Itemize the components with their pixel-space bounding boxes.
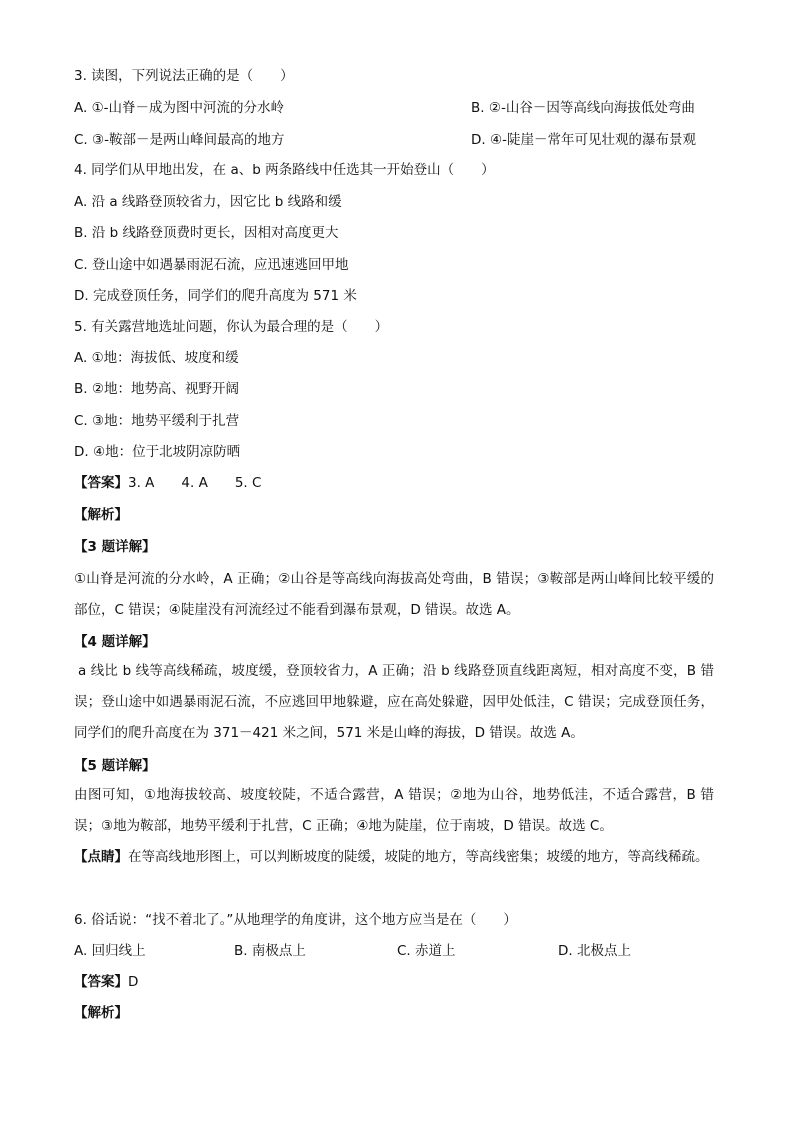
option-b: B. ②-山谷－因等高线向海拔低处弯曲 xyxy=(471,100,695,116)
question-4-option-d: D. 完成登顶任务，同学们的爬升高度为 571 米 xyxy=(74,288,357,304)
analysis-heading: 【解析】 xyxy=(74,507,128,523)
option-c: C. ③-鞍部－是两山峰间最高的地方 xyxy=(74,132,285,148)
option-a: A. ①-山脊－成为图中河流的分水岭 xyxy=(74,100,285,116)
option-c: C. 赤道上 xyxy=(397,943,456,959)
question-6-stem: 6. 俗话说：“找不着北了。”从地理学的角度讲，这个地方应当是在（ ） xyxy=(74,912,517,928)
question-4-option-a: A. 沿 a 线路登顶较省力，因它比 b 线路和缓 xyxy=(74,194,342,210)
question-5-option-b: B. ②地：地势高、视野开阔 xyxy=(74,381,239,397)
answer-line-2 xyxy=(74,972,724,992)
tip-tag: 【点睛】 xyxy=(74,849,128,865)
question-5-option-c: C. ③地：地势平缓利于扎营 xyxy=(74,413,240,429)
question-5-stem: 5. 有关露营地选址问题，你认为最合理的是（ ） xyxy=(74,319,389,335)
detail-3-heading: 【3 题详解】 xyxy=(74,539,156,555)
detail-5-text: 由图可知，①地海拔较高、坡度较陡，不适合露营，A 错误；②地为山谷，地势低洼，不适合露营，B 错误；③地为鞍部，地势平缓利于扎营，C 正确；④地为陡崖，位于南坡，D 错误。故选 C。 xyxy=(74,787,714,834)
tip-text: 在等高线地形图上，可以判断坡度的陡缓，坡陡的地方，等高线密集；坡缓的地方，等高线稀疏。 xyxy=(128,849,709,865)
option-a: A. 回归线上 xyxy=(74,943,146,959)
question-5-option-a: A. ①地：海拔低、坡度和缓 xyxy=(74,350,239,366)
detail-5-heading: 【5 题详解】 xyxy=(74,758,156,774)
answer-tag: 【答案】 xyxy=(74,475,128,491)
detail-4-heading: 【4 题详解】 xyxy=(74,634,156,650)
detail-3-text: ①山脊是河流的分水岭，A 正确；②山谷是等高线向海拔高处弯曲，B 错误；③鞍部是两山峰间比较平缓的部位，C 错误；④陡崖没有河流经过不能看到瀑布景观，D 错误。故选 A。 xyxy=(74,571,714,618)
tip-paragraph xyxy=(74,842,714,873)
answer-tag: 【答案】 xyxy=(74,974,128,990)
analysis-heading-2: 【解析】 xyxy=(74,1005,128,1021)
question-4-stem: 4. 同学们从甲地出发，在 a、b 两条路线中任选其一开始登山（ ） xyxy=(74,162,495,178)
question-3-stem: 3. 读图，下列说法正确的是（ ） xyxy=(74,68,294,84)
option-b: B. 南极点上 xyxy=(234,943,306,959)
question-3-options-row-2 xyxy=(74,130,724,150)
question-5-option-d: D. ④地：位于北坡阴凉防晒 xyxy=(74,444,241,460)
answer-text: D xyxy=(128,974,139,990)
option-d: D. ④-陡崖－常年可见壮观的瀑布景观 xyxy=(471,132,696,148)
answer-text: 3. A 4. A 5. C xyxy=(128,475,262,491)
option-d: D. 北极点上 xyxy=(558,943,631,959)
answer-line xyxy=(74,473,724,493)
question-3-options-row-1 xyxy=(74,98,724,118)
question-4-option-b: B. 沿 b 线路登顶费时更长，因相对高度更大 xyxy=(74,225,339,241)
detail-4-text: a 线比 b 线等高线稀疏，坡度缓，登顶较省力，A 正确；沿 b 线路登顶直线距离短，相对高度不变，B 错误；登山途中如遇暴雨泥石流，不应逃回甲地躲避，应在高处躲避，因甲处低洼，C 错误；完成登顶任务，同学们的爬升高度在为 371－421 米之间，571 米是山峰的海拔，D 错误。故选 A。 xyxy=(74,663,714,741)
question-4-option-c: C. 登山途中如遇暴雨泥石流，应迅速逃回甲地 xyxy=(74,257,349,273)
